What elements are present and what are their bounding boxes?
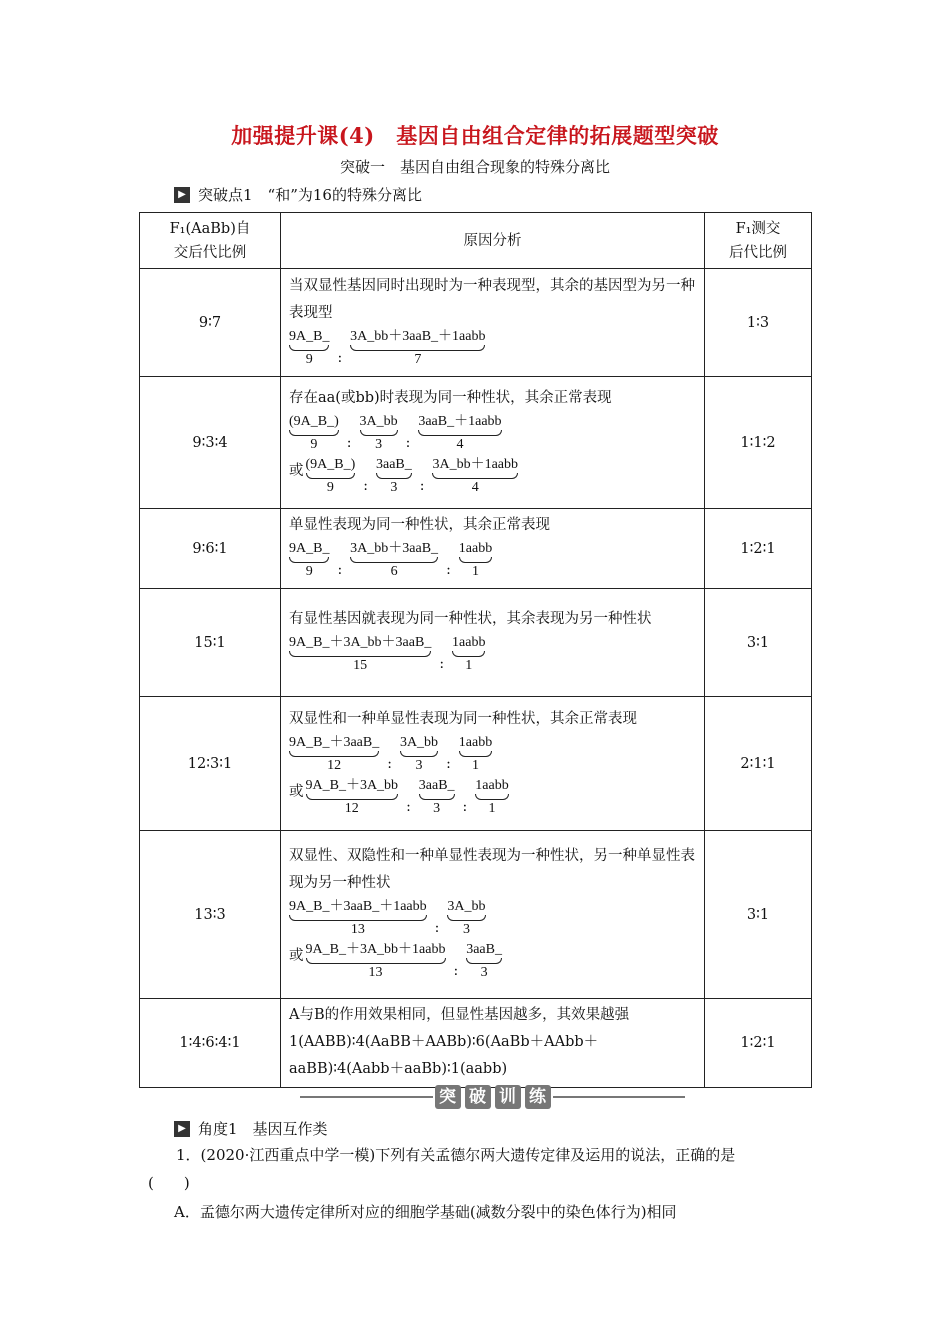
table-row xyxy=(140,999,812,1088)
group-count: 3 xyxy=(480,965,488,980)
banner-char: 突 xyxy=(435,1085,461,1109)
group-count: 4 xyxy=(456,436,464,452)
ratio-separator: : xyxy=(337,349,343,366)
banner-char: 破 xyxy=(465,1085,491,1109)
genotype-group xyxy=(360,414,398,453)
genotype-group xyxy=(306,942,446,981)
genotype-group xyxy=(459,541,492,580)
genotype-group xyxy=(466,942,502,981)
genotype-terms: 1aabb xyxy=(475,777,509,793)
ratio-separator: : xyxy=(387,755,392,772)
selfcross-ratio: 1∶4∶6∶4∶1 xyxy=(140,999,281,1088)
genotype-group xyxy=(306,778,399,817)
testcross-ratio: 2∶1∶1 xyxy=(705,697,812,831)
group-count: 3 xyxy=(433,800,441,816)
group-count: 9 xyxy=(305,564,313,579)
table-row xyxy=(140,831,812,999)
play-icon: ▶ xyxy=(174,1121,190,1137)
banner-line-right xyxy=(553,1096,686,1098)
analysis-text: 单显性表现为同一种性状，其余正常表现 xyxy=(289,517,550,533)
group-count: 13 xyxy=(350,922,365,937)
ratio-separator: : xyxy=(446,755,451,772)
testcross-ratio: 1∶2∶1 xyxy=(705,509,812,589)
header-testcross: F₁测交 后代比例 xyxy=(705,213,812,269)
group-count: 3 xyxy=(415,757,423,773)
analysis-cell xyxy=(281,697,705,831)
banner-char: 训 xyxy=(495,1085,521,1109)
genotype-formula xyxy=(289,778,696,817)
ratio-separator: : xyxy=(453,963,459,979)
ratio-separator: : xyxy=(419,477,425,494)
training-banner xyxy=(300,1084,685,1110)
testcross-ratio: 1∶2∶1 xyxy=(705,999,812,1088)
genotype-terms: 9A_B_＋3aaB_ xyxy=(289,734,380,750)
group-count: 3 xyxy=(390,479,398,495)
genotype-terms: 3aaB_ xyxy=(418,777,455,793)
page-title: 加强提升课(4) 基因自由组合定律的拓展题型突破 xyxy=(231,123,719,148)
analysis-text: 存在aa(或bb)时表现为同一种性状，其余正常表现 xyxy=(289,389,612,406)
genotype-group xyxy=(418,414,501,453)
group-count: 1 xyxy=(472,757,479,773)
angle-label: 角度1 基因互作类 xyxy=(198,1120,328,1138)
section-point-label: 突破点1 “和”为16的特殊分离比 xyxy=(198,186,422,204)
genotype-terms: 3A_bb＋3aaB_ xyxy=(350,541,439,556)
genotype-terms: 1aabb xyxy=(458,734,493,750)
genotype-terms: 3A_bb xyxy=(359,413,398,429)
table-row xyxy=(140,377,812,509)
genotype-terms: 1aabb xyxy=(458,541,493,556)
genotype-formula xyxy=(289,899,696,938)
genotype-group xyxy=(447,899,485,938)
analysis-text: 双显性和一种单显性表现为同一种性状，其余正常表现 xyxy=(289,710,637,727)
group-count: 6 xyxy=(390,564,398,579)
banner-char: 练 xyxy=(525,1085,551,1109)
genotype-formula xyxy=(289,541,696,580)
genotype-terms: 9A_B_＋3A_bb＋1aabb xyxy=(305,942,446,957)
table-header-row xyxy=(140,213,812,269)
testcross-ratio: 3∶1 xyxy=(705,589,812,697)
genotype-formula xyxy=(289,457,696,496)
genotype-group xyxy=(306,457,356,496)
genotype-terms: 3A_bb xyxy=(447,899,486,914)
genotype-formula xyxy=(289,942,696,981)
genotype-group xyxy=(289,414,339,453)
ratio-separator: : xyxy=(363,477,368,494)
genotype-formula xyxy=(289,414,696,453)
genotype-formula xyxy=(289,735,696,774)
genotype-group xyxy=(350,541,438,580)
analysis-cell xyxy=(281,831,705,999)
genotype-terms: (9A_B_) xyxy=(289,413,339,429)
ratio-table xyxy=(139,212,812,1088)
ratio-separator: : xyxy=(405,434,411,451)
genotype-terms: 3aaB_＋1aabb xyxy=(418,413,502,429)
analysis-text: 当双显性基因同时出现时为一种表现型，其余的基因型为另一种表现型 xyxy=(289,277,695,321)
angle-heading xyxy=(174,1118,328,1139)
group-count: 9 xyxy=(310,436,318,452)
genotype-terms: 9A_B_＋3aaB_＋1aabb xyxy=(289,899,427,914)
or-label: 或 xyxy=(289,948,304,964)
selfcross-ratio: 9∶6∶1 xyxy=(140,509,281,589)
analysis-text: A与B的作用效果相同，但显性基因越多，其效果越强1(AABB)∶4(AaBB＋AABb)∶6(AaBb＋AAbb＋aaBB)∶4(Aabb＋aaBb)∶1(aabb) xyxy=(289,1007,630,1077)
group-count: 4 xyxy=(471,479,479,495)
selfcross-ratio: 9∶7 xyxy=(140,269,281,377)
genotype-group xyxy=(452,635,485,674)
selfcross-ratio: 9∶3∶4 xyxy=(140,377,281,509)
genotype-terms: 9A_B_＋3A_bb＋3aaB_ xyxy=(289,635,432,650)
genotype-terms: 9A_B_＋3A_bb xyxy=(305,777,399,793)
group-count: 12 xyxy=(344,800,359,816)
testcross-ratio: 1∶3 xyxy=(705,269,812,377)
genotype-terms: 3aaB_ xyxy=(466,942,502,957)
question-stem: 1．(2020·江西重点中学一模)下列有关孟德尔两大遗传定律及运用的说法，正确的是 xyxy=(176,1146,736,1164)
genotype-group xyxy=(400,735,438,774)
group-count: 13 xyxy=(368,965,383,980)
genotype-terms: 9A_B_ xyxy=(289,328,330,344)
genotype-group xyxy=(350,329,485,368)
genotype-group xyxy=(289,735,379,774)
genotype-formula xyxy=(289,329,696,368)
analysis-cell xyxy=(281,589,705,697)
or-label: 或 xyxy=(289,783,304,800)
genotype-terms: 1aabb xyxy=(452,635,486,650)
genotype-group xyxy=(419,778,455,817)
genotype-group xyxy=(289,541,329,580)
analysis-cell xyxy=(281,377,705,509)
table-row xyxy=(140,509,812,589)
play-icon: ▶ xyxy=(174,187,190,203)
selfcross-ratio: 13∶3 xyxy=(140,831,281,999)
testcross-ratio: 1∶1∶2 xyxy=(705,377,812,509)
group-count: 3 xyxy=(375,436,383,452)
group-count: 9 xyxy=(326,479,334,495)
genotype-group xyxy=(289,899,427,938)
group-count: 12 xyxy=(327,757,342,773)
genotype-terms: 3aaB_ xyxy=(376,456,412,472)
group-count: 9 xyxy=(305,351,313,367)
genotype-terms: 9A_B_ xyxy=(289,541,330,556)
question-blank: ( ) xyxy=(148,1174,190,1192)
ratio-separator: : xyxy=(406,798,411,815)
banner-line-left xyxy=(300,1096,433,1098)
genotype-group xyxy=(459,735,492,774)
table-row xyxy=(140,697,812,831)
genotype-group xyxy=(376,457,412,496)
header-analysis: 原因分析 xyxy=(281,213,705,269)
ratio-separator: : xyxy=(439,656,445,672)
analysis-text: 双显性、双隐性和一种单显性表现为一种性状，另一种单显性表现为另一种性状 xyxy=(289,848,695,891)
genotype-terms: 3A_bb＋3aaB_＋1aabb xyxy=(350,328,486,344)
group-count: 15 xyxy=(353,658,368,673)
section-subtitle: 突破一 基因自由组合现象的特殊分离比 xyxy=(339,158,610,176)
ratio-separator: : xyxy=(446,562,451,578)
section-point xyxy=(174,184,422,205)
genotype-terms: (9A_B_) xyxy=(305,456,356,472)
analysis-cell xyxy=(281,509,705,589)
genotype-group xyxy=(289,635,431,674)
ratio-separator: : xyxy=(434,920,440,936)
group-count: 1 xyxy=(465,658,473,673)
selfcross-ratio: 12∶3∶1 xyxy=(140,697,281,831)
ratio-separator: : xyxy=(346,434,352,451)
or-label: 或 xyxy=(289,462,304,479)
analysis-cell xyxy=(281,999,705,1088)
group-count: 1 xyxy=(488,800,496,816)
table-row xyxy=(140,589,812,697)
option-a: A．孟德尔两大遗传定律所对应的细胞学基础(减数分裂中的染色体行为)相同 xyxy=(174,1203,677,1221)
genotype-group xyxy=(289,329,329,368)
genotype-terms: 3A_bb xyxy=(399,734,439,750)
analysis-cell xyxy=(281,269,705,377)
group-count: 1 xyxy=(472,564,479,579)
ratio-separator: : xyxy=(337,562,343,578)
genotype-formula xyxy=(289,635,696,674)
ratio-separator: : xyxy=(462,798,468,815)
genotype-terms: 3A_bb＋1aabb xyxy=(432,456,519,472)
testcross-ratio: 3∶1 xyxy=(705,831,812,999)
header-selfcross: F₁(AaBb)自 交后代比例 xyxy=(140,213,281,269)
table-row xyxy=(140,269,812,377)
analysis-text: 有显性基因就表现为同一种性状，其余表现为另一种性状 xyxy=(289,611,652,627)
genotype-group xyxy=(432,457,518,496)
genotype-group xyxy=(475,778,508,817)
group-count: 7 xyxy=(414,351,422,367)
group-count: 3 xyxy=(462,922,470,937)
selfcross-ratio: 15∶1 xyxy=(140,589,281,697)
